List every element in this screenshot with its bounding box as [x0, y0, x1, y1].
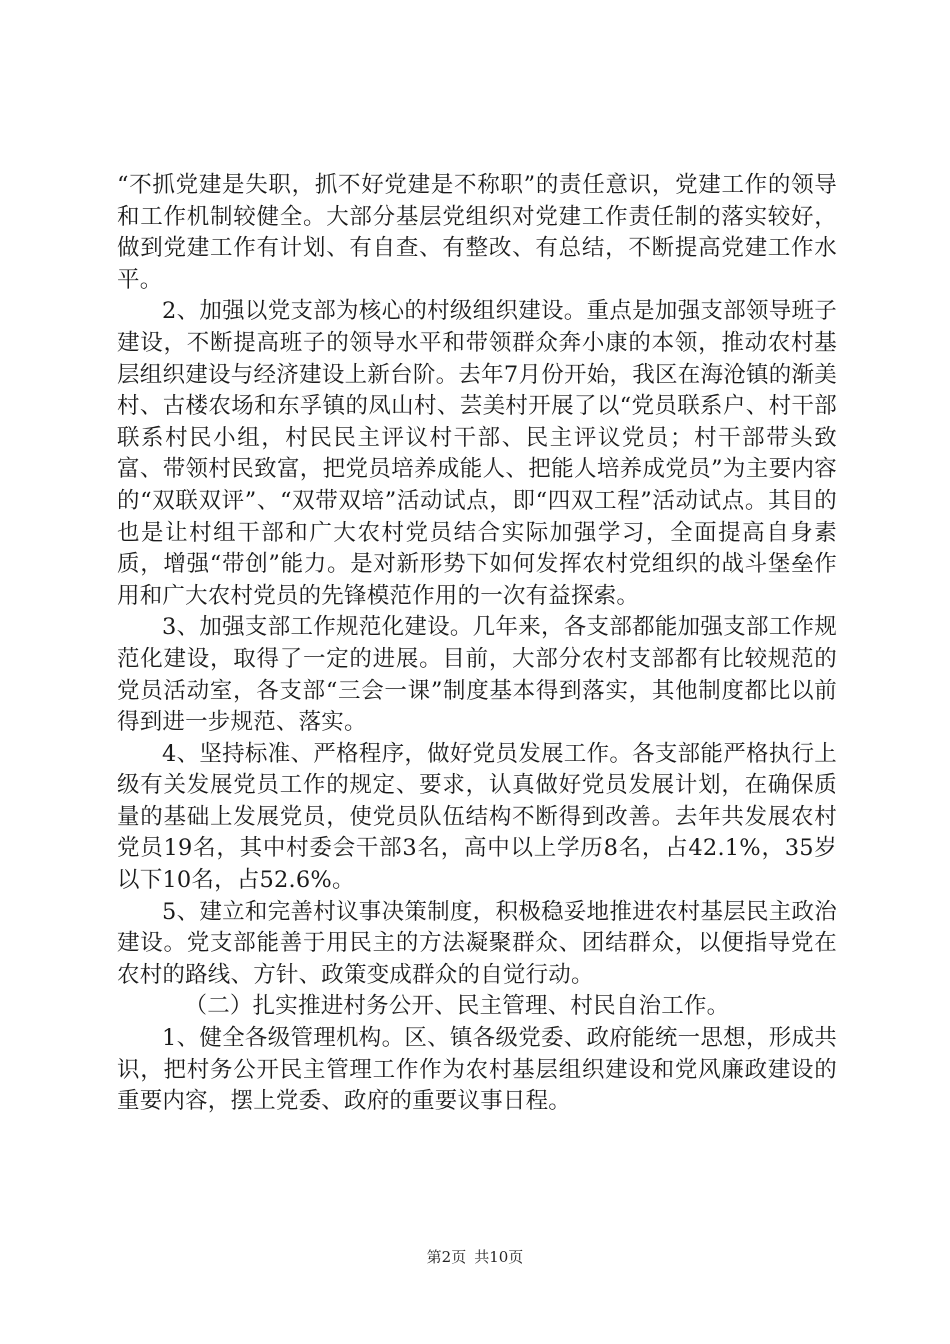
paragraph-decision-system: 5、建立和完善村议事决策制度，积极稳妥地推进农村基层民主政治建设。党支部能善于用民主的方法凝聚群众、团结群众，以便指导党在农村的路线、方针、政策变成群众的自觉行动。	[117, 898, 837, 988]
page-footer	[0, 1246, 950, 1267]
paragraph-branch-standardization: 3、加强支部工作规范化建设。几年来，各支部都能加强支部工作规范化建设，取得了一定的进展。目前，大部分农村支部都有比较规范的党员活动室，各支部“三会一课”制度基本得到落实，其他制度都比以前得到进一步规范、落实。	[117, 614, 837, 736]
paragraph-village-organization: 2、加强以党支部为核心的村级组织建设。重点是加强支部领导班子建设，不断提高班子的领导水平和带领群众奔小康的本领，推动农村基层组织建设与经济建设上新台阶。去年7月份开始，我区在海沧镇的渐美村、古楼农场和东孚镇的凤山村、芸美村开展了以“党员联系户、村干部联系村民小组，村民民主评议村干部、民主评议党员；村干部带头致富、带领村民致富，把党员培养成能人、把能人培养成党员”为主要内容的“双联双评”、“双带双培”活动试点，即“四双工程”活动试点。其目的也是让村组干部和广大农村党员结合实际加强学习，全面提高自身素质，增强“带创”能力。是对新形势下如何发挥农村党组织的战斗堡垒作用和广大农村党员的先锋模范作用的一次有益探索。	[117, 298, 837, 609]
paragraph-responsibility: “不抓党建是失职，抓不好党建是不称职”的责任意识，党建工作的领导和工作机制较健全。大部分基层党组织对党建工作责任制的落实较好，做到党建工作有计划、有自查、有整改、有总结，不断提高党建工作水平。	[117, 172, 837, 293]
section-heading-village-affairs: （二）扎实推进村务公开、民主管理、村民自治工作。	[184, 993, 730, 1020]
page-total: 共10页	[474, 1248, 524, 1266]
paragraph-member-development: 4、坚持标准、严格程序，做好党员发展工作。各支部能严格执行上级有关发展党员工作的规定、要求，认真做好党员发展计划，在确保质量的基础上发展党员，使党员队伍结构不断得到改善。去年共发展农村党员19名，其中村委会干部3名，高中以上学历8名，占42.1%，35岁以下10名，占52.6%。	[117, 740, 837, 894]
page-number: 第2页	[426, 1248, 467, 1266]
document-body	[117, 170, 837, 1118]
paragraph-management-bodies: 1、健全各级管理机构。区、镇各级党委、政府能统一思想，形成共识，把村务公开民主管理工作作为农村基层组织建设和党风廉政建设的重要内容，摆上党委、政府的重要议事日程。	[117, 1025, 837, 1115]
